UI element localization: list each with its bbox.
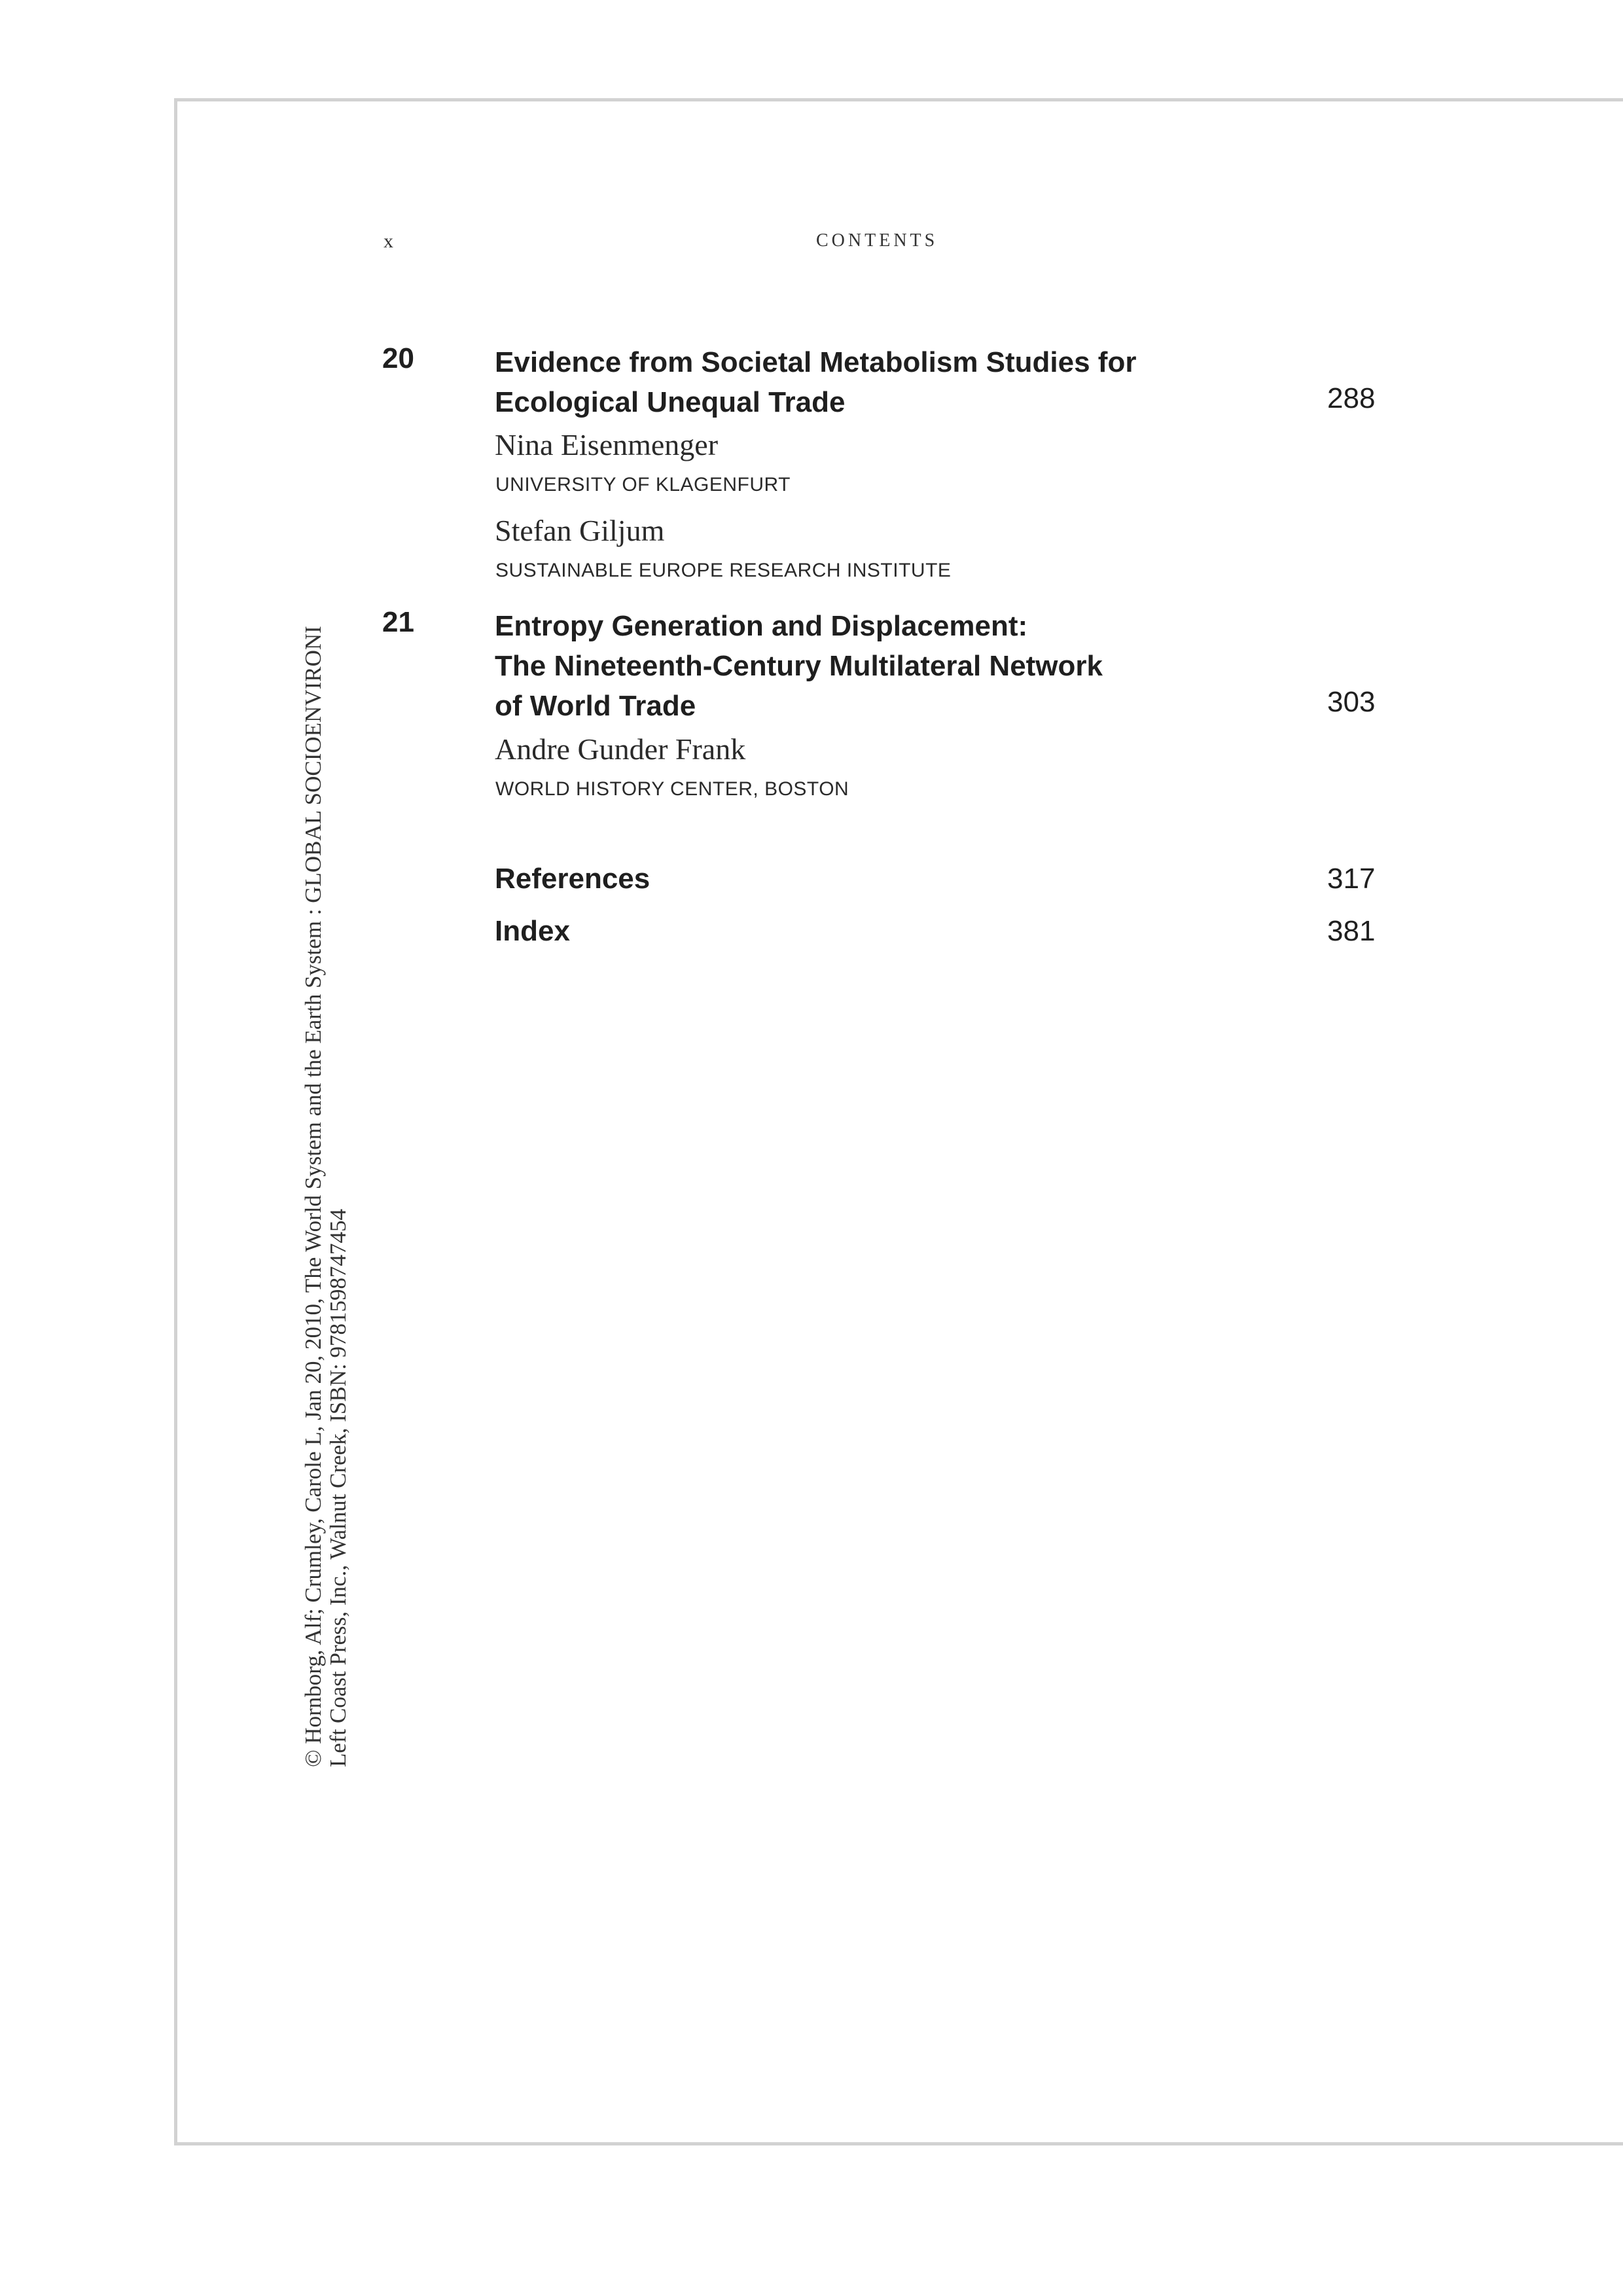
copyright-notice (301, 626, 351, 1767)
chapter-title (495, 342, 1346, 422)
chapter-title (495, 606, 1346, 726)
author-name: Andre Gunder Frank (495, 732, 746, 766)
author-name: Stefan Giljum (495, 514, 665, 547)
chapter-title-line: of World Trade (495, 690, 696, 722)
running-head-title: CONTENTS (816, 230, 938, 251)
back-matter-title: Index (495, 915, 570, 947)
chapter-title-line: Ecological Unequal Trade (495, 386, 846, 418)
author-affiliation: WORLD HISTORY CENTER, BOSTON (495, 778, 849, 800)
chapter-page-number: 303 (1327, 686, 1376, 718)
copyright-line: Left Coast Press, Inc., Walnut Creek, ISBN: 9781598747454 (325, 1209, 351, 1767)
copyright-line: © Hornborg, Alf; Crumley, Carole L, Jan 20, 2010, The World System and the Earth System : GLOBAL SOCIOENVIRONI (300, 626, 326, 1767)
chapter-number: 20 (382, 342, 414, 374)
back-matter-title: References (495, 863, 651, 895)
chapter-title-line: Entropy Generation and Displacement: (495, 610, 1028, 642)
author-affiliation: UNIVERSITY OF KLAGENFURT (495, 474, 791, 495)
author-affiliation: SUSTAINABLE EUROPE RESEARCH INSTITUTE (495, 560, 952, 581)
back-matter-page-number: 381 (1327, 915, 1376, 947)
chapter-page-number: 288 (1327, 382, 1376, 414)
author-name: Nina Eisenmenger (495, 428, 719, 461)
back-matter-page-number: 317 (1327, 863, 1376, 895)
page-folio: x (383, 230, 393, 252)
chapter-number: 21 (382, 606, 414, 638)
chapter-title-line: Evidence from Societal Metabolism Studies for (495, 346, 1137, 378)
chapter-title-line: The Nineteenth-Century Multilateral Network (495, 650, 1103, 682)
